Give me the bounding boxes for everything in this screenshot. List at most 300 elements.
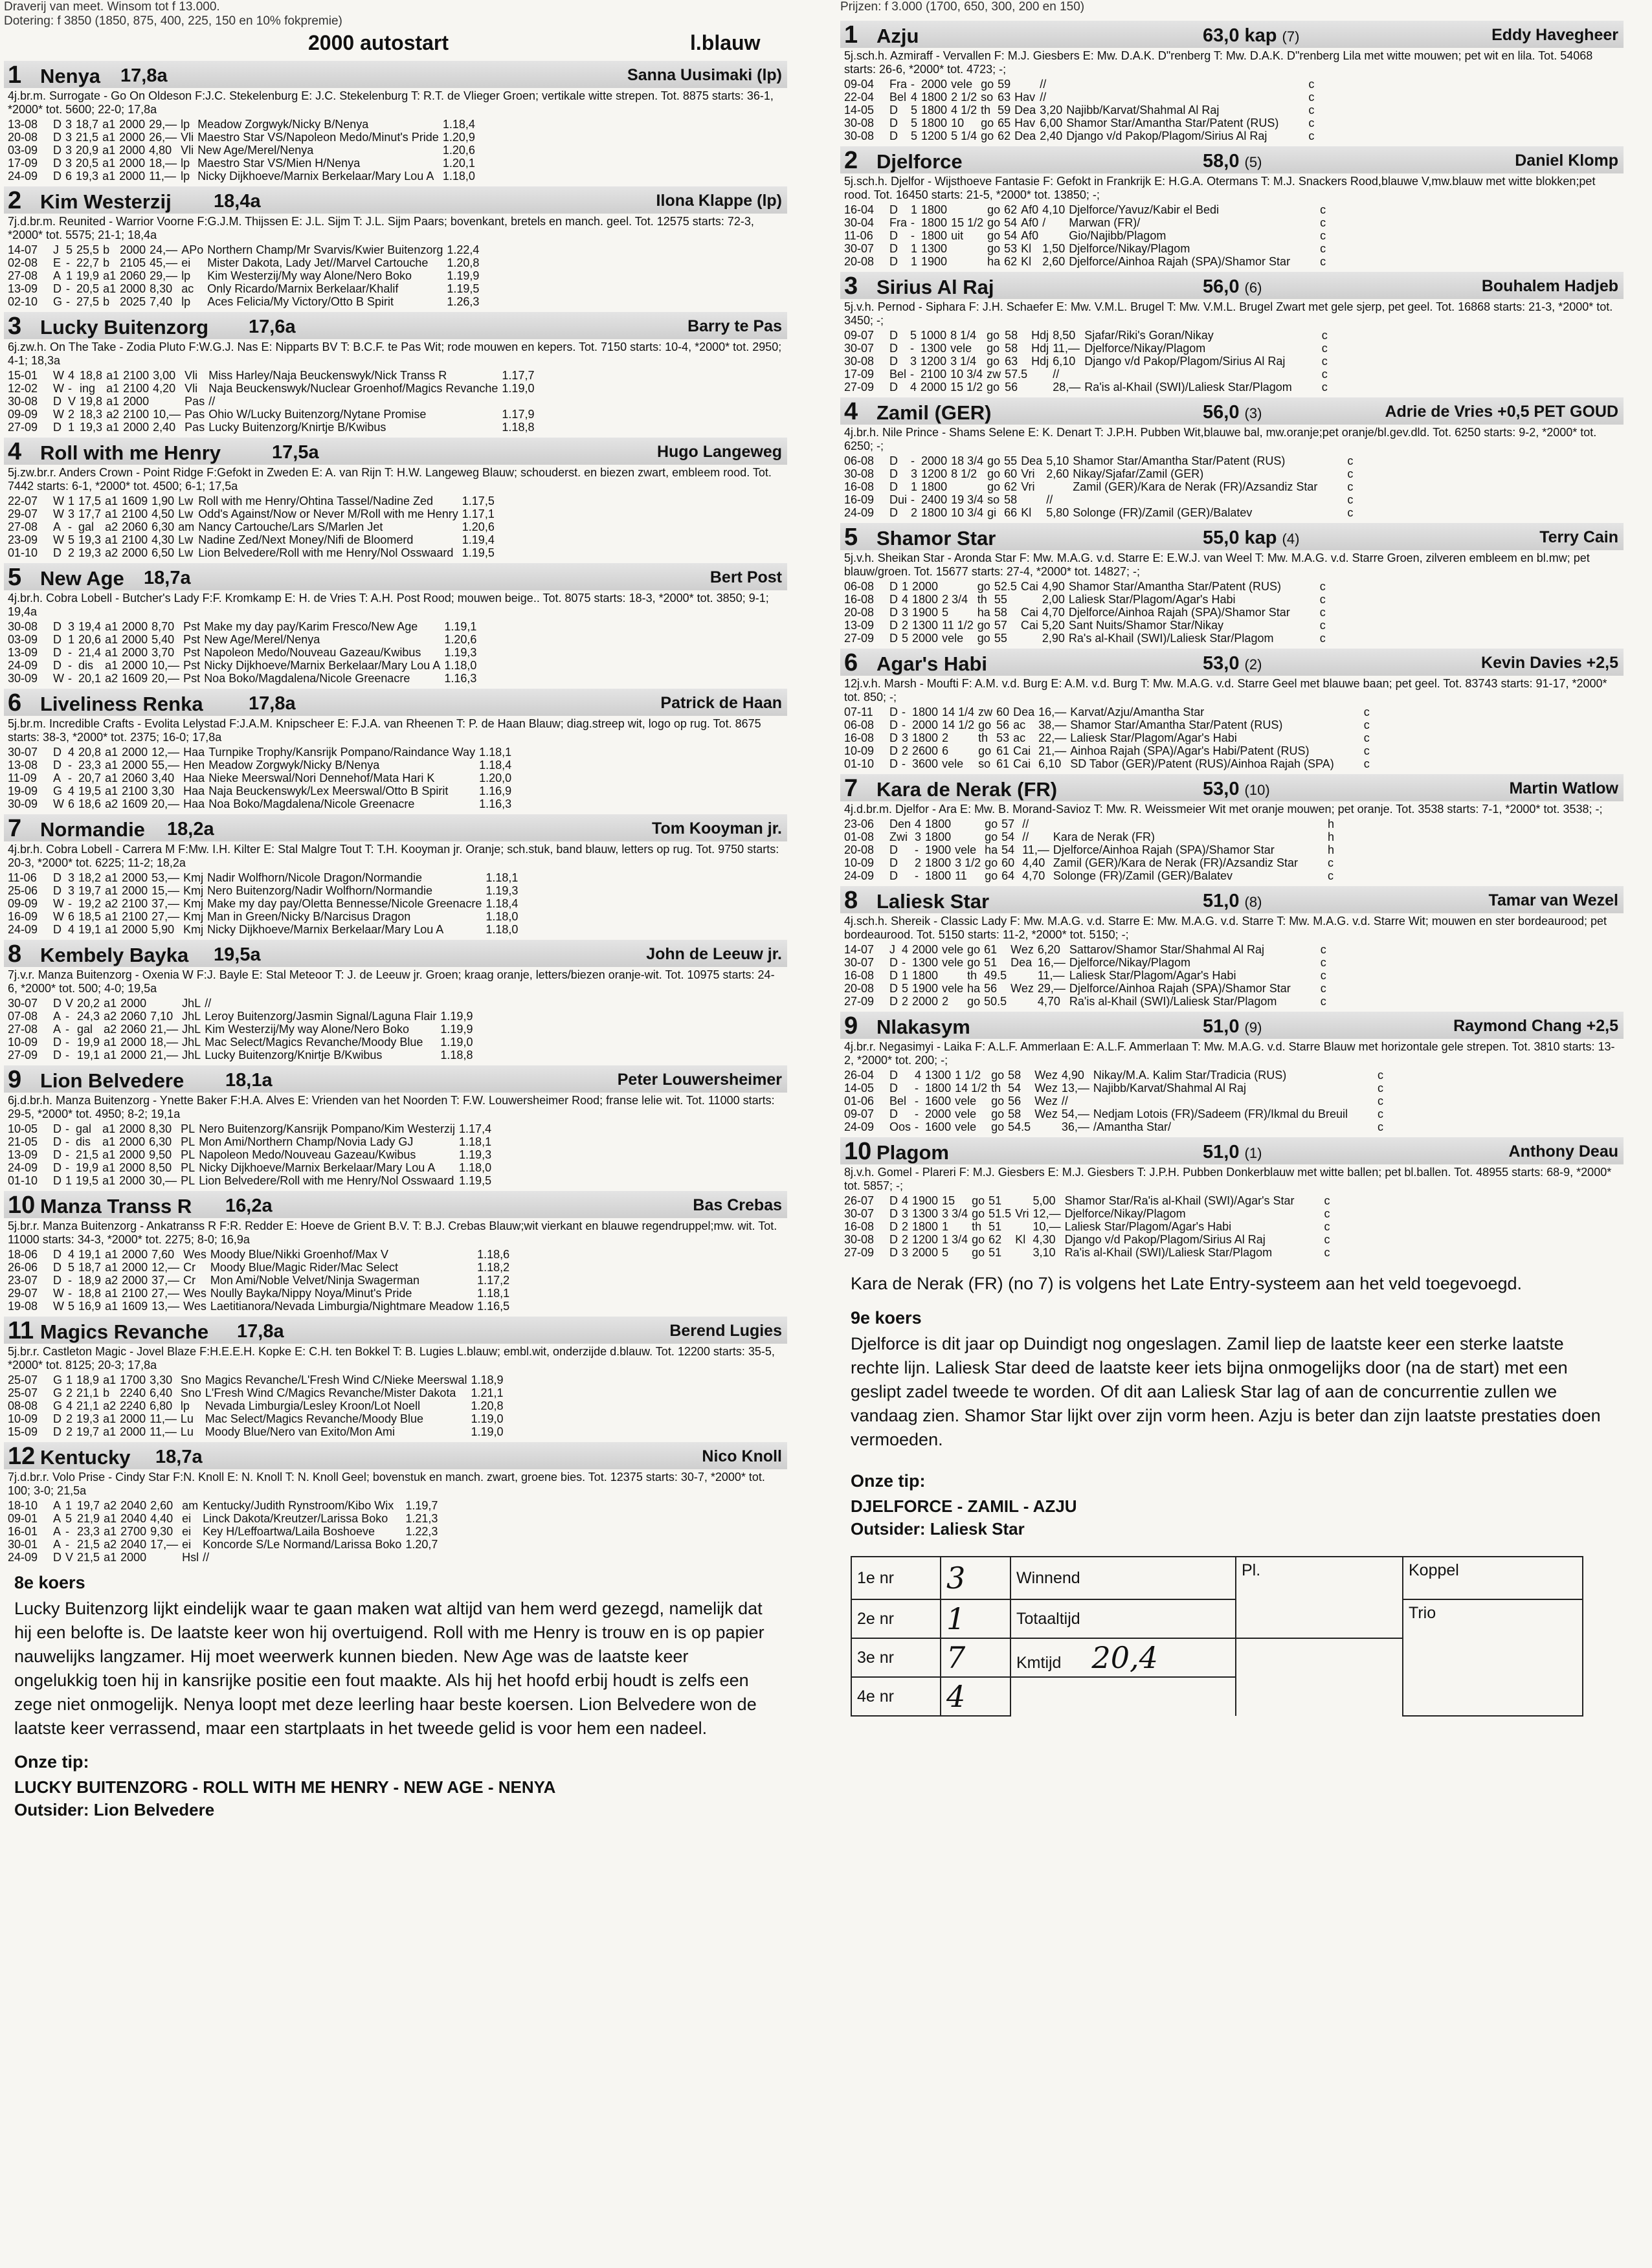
result-cell: 53,— xyxy=(151,871,180,884)
bet-entry-4[interactable] xyxy=(941,1677,1010,1716)
result-cell: a1 xyxy=(105,659,118,672)
horse-name: Zamil (GER) xyxy=(876,401,992,424)
result-cell: a1 xyxy=(106,395,120,408)
result-cell: 54,— xyxy=(1061,1107,1089,1120)
result-row xyxy=(8,1551,471,1564)
result-cell: lp xyxy=(181,157,190,170)
result-cell: 3,30 xyxy=(150,1373,173,1386)
result-cell: c xyxy=(1347,493,1354,506)
result-cell: - xyxy=(65,1010,69,1023)
result-cell: 4 xyxy=(902,943,909,956)
result-cell: 5 1/4 xyxy=(951,129,977,142)
result-row xyxy=(8,1373,537,1386)
result-cell: 1 xyxy=(66,1373,73,1386)
result-cell: lp xyxy=(181,170,190,183)
result-cell: Djelforce/Ainhoa Rajah (SPA)/Shamor Star xyxy=(1069,982,1291,995)
result-cell: Moody Blue/Magic Rider/Mac Select xyxy=(210,1261,398,1274)
result-cell: D xyxy=(889,982,898,995)
result-cell: 63 xyxy=(998,91,1011,104)
horse-weight xyxy=(1203,891,1262,912)
horse-weight xyxy=(1203,1142,1262,1163)
result-cell: 30-07 xyxy=(844,956,875,969)
result-cell: 26,— xyxy=(149,131,177,144)
result-cell: gal xyxy=(78,520,95,533)
result-cell: Djelforce/Ainhoa Rajah (SPA)/Shamor Star xyxy=(1069,255,1291,268)
result-cell: J xyxy=(889,943,895,956)
result-cell: c xyxy=(1378,1107,1384,1120)
result-cell: Pst xyxy=(183,646,201,659)
result-cell: go xyxy=(987,355,1000,368)
result-cell: Nikay/Sjafar/Zamil (GER) xyxy=(1073,467,1204,480)
result-cell: 2 xyxy=(902,619,909,632)
result-cell: 3,40 xyxy=(151,772,175,784)
result-cell: b xyxy=(103,1386,110,1399)
handwritten-3: 7 xyxy=(946,1640,966,1675)
tip-outsider: Outsider: Laliesk Star xyxy=(851,1519,1025,1539)
result-cell: 2000 xyxy=(122,633,148,646)
result-cell: 1 xyxy=(68,495,75,507)
horse-header xyxy=(840,146,1624,173)
result-row xyxy=(8,118,509,131)
result-cell: 1609 xyxy=(122,495,148,507)
result-cell: 10-09 xyxy=(8,1412,38,1425)
result-cell: a2 xyxy=(105,897,118,910)
result-cell: / xyxy=(1042,216,1046,229)
result-cell: 1.16,3 xyxy=(479,797,512,810)
result-cell: PL xyxy=(181,1161,195,1174)
result-cell: h xyxy=(1327,817,1334,830)
horse-number: 6 xyxy=(8,689,22,717)
result-cell: 30-04 xyxy=(844,216,875,229)
horse-description: 5j.br.m. Incredible Crafts - Evolita Lelystad F:J.A.M. Knipscheer E: F.J.A. van Rheenen T: P. de Haan Blauw; diag.streep wit, logo op rug. Tot. 8675 starts: 38-3, *2000* tot. 2375; 16-0; 17,8a xyxy=(8,717,761,744)
horse-weight xyxy=(1203,276,1262,298)
result-cell: 21-05 xyxy=(8,1135,38,1148)
result-cell: 27-08 xyxy=(8,520,38,533)
result-cell: D xyxy=(53,633,61,646)
result-cell: 58 xyxy=(1004,493,1018,506)
weight-value: 18,7a xyxy=(144,568,191,588)
horse-header xyxy=(840,21,1624,48)
result-cell: - xyxy=(66,282,71,295)
result-cell: // xyxy=(1022,817,1029,830)
result-cell: 21,5 xyxy=(76,131,99,144)
result-cell: D xyxy=(53,157,61,170)
horse-name: Azju xyxy=(876,25,919,47)
result-cell: 13-09 xyxy=(8,1148,38,1161)
race-conditions: Draverij van meet. Winsom tot f 13.000. xyxy=(4,0,220,14)
result-cell: a1 xyxy=(105,507,118,520)
result-cell: 62 xyxy=(988,1233,1002,1246)
horse-driver: Bert Post xyxy=(709,568,782,586)
result-row xyxy=(8,157,509,170)
result-cell: W xyxy=(53,672,64,685)
result-cell: 1.19,3 xyxy=(444,646,477,659)
result-cell xyxy=(515,746,545,759)
result-cell: 55 xyxy=(994,632,1007,645)
result-cell: A xyxy=(53,1512,61,1525)
result-row xyxy=(844,956,1330,969)
result-cell: 18,— xyxy=(150,1036,179,1049)
result-cell: 14 1/2 xyxy=(942,718,975,731)
result-cell: th xyxy=(978,731,988,744)
result-row xyxy=(844,229,1330,242)
result-cell: W xyxy=(53,797,64,810)
horse-entry xyxy=(840,649,1624,770)
result-cell: JhL xyxy=(182,1023,201,1036)
result-cell: // xyxy=(1022,830,1029,843)
result-cell: Napoleon Medo/Nouveau Gazeau/Kwibus xyxy=(204,646,421,659)
result-cell: D xyxy=(53,620,61,633)
result-cell: c xyxy=(1319,593,1326,606)
result-cell: Kl xyxy=(1015,1233,1026,1246)
result-cell: 3,30 xyxy=(151,784,175,797)
result-cell: 51 xyxy=(988,1246,1002,1259)
result-cell: a1 xyxy=(104,1036,117,1049)
bet-kmtijd-cell[interactable] xyxy=(1010,1638,1236,1677)
result-cell: Djelforce/Nikay/Plagom xyxy=(1064,1207,1186,1220)
result-cell: 13-09 xyxy=(8,282,38,295)
result-cell: Pst xyxy=(183,659,201,672)
bet-trio[interactable]: Trio xyxy=(1403,1599,1583,1716)
result-row xyxy=(8,759,545,772)
result-cell: 11,— xyxy=(150,1425,177,1438)
result-cell: 1600 xyxy=(925,1095,952,1107)
result-cell: D xyxy=(889,1194,898,1207)
result-cell: D xyxy=(889,632,898,645)
result-row xyxy=(8,923,552,936)
result-cell: 24-09 xyxy=(844,1120,875,1133)
result-cell: 18,7 xyxy=(76,118,99,131)
result-cell: 29-07 xyxy=(8,507,38,520)
result-cell xyxy=(480,646,510,659)
result-cell: New Age/Merel/Nenya xyxy=(197,144,314,157)
bet-label-1: 1e nr xyxy=(851,1557,941,1599)
result-cell: 2000 xyxy=(122,871,148,884)
result-cell: 3 xyxy=(902,1246,909,1259)
result-cell: 19,3 xyxy=(76,170,99,183)
result-cell: 1.20,7 xyxy=(405,1538,438,1551)
result-row xyxy=(844,995,1330,1008)
result-cell: // xyxy=(1040,91,1047,104)
result-cell: 1.18,4 xyxy=(442,118,475,131)
result-cell: 6,30 xyxy=(149,1135,172,1148)
bet-entry-2[interactable] xyxy=(941,1599,1010,1638)
result-cell: 4,40 xyxy=(150,1512,173,1525)
horse-header xyxy=(4,1442,787,1469)
result-cell: a1 xyxy=(106,382,120,395)
result-cell: 5 xyxy=(66,243,73,256)
result-cell: 11-06 xyxy=(8,871,37,884)
result-row xyxy=(844,216,1330,229)
result-cell: - xyxy=(65,1525,69,1538)
result-cell xyxy=(150,1551,182,1564)
result-cell: 19,7 xyxy=(76,1425,100,1438)
result-cell: 1.18,4 xyxy=(486,897,519,910)
result-cell: - xyxy=(902,706,906,718)
bet-empty xyxy=(1236,1638,1403,1716)
result-cell: 1800 xyxy=(925,1082,952,1095)
result-cell: 7,10 xyxy=(150,1010,173,1023)
result-cell xyxy=(513,1248,543,1261)
result-cell: dis xyxy=(76,1135,91,1148)
result-cell: c xyxy=(1363,731,1370,744)
bet-label-4: 4e nr xyxy=(851,1677,941,1716)
bet-entry-1[interactable] xyxy=(941,1557,1010,1599)
result-cell: 8,50 xyxy=(1053,329,1076,342)
result-cell: a1 xyxy=(105,1248,118,1261)
result-cell: - xyxy=(68,772,72,784)
result-cell: c xyxy=(1320,982,1326,995)
bet-pl[interactable]: Pl. xyxy=(1236,1557,1403,1638)
horse-driver: Nico Knoll xyxy=(702,1447,782,1465)
result-cell: 6,00 xyxy=(1040,117,1063,129)
result-row xyxy=(8,1499,471,1512)
result-cell: 2000 xyxy=(120,1412,146,1425)
result-row xyxy=(844,969,1330,982)
result-cell: D xyxy=(889,619,898,632)
result-cell xyxy=(498,533,528,546)
horse-driver: Daniel Klomp xyxy=(1515,151,1618,170)
result-cell: 6,10 xyxy=(1053,355,1076,368)
result-cell: 3 xyxy=(68,871,75,884)
result-cell: 30-08 xyxy=(8,620,38,633)
result-row xyxy=(844,830,1338,843)
result-cell: D xyxy=(889,467,898,480)
result-cell: Make my day pay/Karim Fresco/New Age xyxy=(204,620,418,633)
result-cell: 14-07 xyxy=(844,943,875,956)
result-cell: 2000 xyxy=(122,1274,148,1287)
result-cell: go xyxy=(987,454,1001,467)
result-row xyxy=(844,329,1332,342)
result-cell xyxy=(522,910,552,923)
result-cell: Laliesk Star/Plagom/Agar's Habi xyxy=(1068,593,1236,606)
result-cell: 1.16,5 xyxy=(477,1300,510,1313)
weight-value: 55,0 kap xyxy=(1203,528,1277,548)
result-cell: D xyxy=(53,118,61,131)
result-cell: 1.19,0 xyxy=(471,1425,504,1438)
result-cell: 6,30 xyxy=(151,520,175,533)
weight-value: 18,1a xyxy=(225,1070,273,1091)
result-cell: 15 1/2 xyxy=(950,381,983,394)
bet-entry-3[interactable] xyxy=(941,1638,1010,1677)
result-row xyxy=(8,369,568,382)
results-table xyxy=(844,580,1330,645)
result-cell: c xyxy=(1319,580,1326,593)
horse-number: 4 xyxy=(844,398,858,425)
result-row xyxy=(844,506,1357,519)
result-cell: 1.19,9 xyxy=(440,1010,473,1023)
bet-koppel[interactable]: Koppel xyxy=(1403,1557,1583,1599)
result-cell: 1.22,4 xyxy=(447,243,480,256)
horse-header xyxy=(840,649,1624,676)
analysis-heading: 8e koers xyxy=(14,1573,85,1592)
result-cell: Lw xyxy=(178,507,194,520)
horse-number: 10 xyxy=(8,1192,36,1219)
result-cell: 1 xyxy=(911,255,918,268)
result-cell: W xyxy=(53,382,64,395)
result-cell: 30,— xyxy=(149,1174,177,1187)
result-cell: 24-09 xyxy=(844,506,875,519)
result-cell: 6 xyxy=(942,744,949,757)
result-cell: 8 1/2 xyxy=(951,467,977,480)
result-cell: go xyxy=(985,856,998,869)
result-cell: D xyxy=(889,580,898,593)
result-cell: 36,— xyxy=(1061,1120,1089,1133)
result-cell: D xyxy=(53,1161,61,1174)
results-table xyxy=(844,706,1374,770)
result-cell: 4 xyxy=(68,923,75,936)
result-cell: 2,40 xyxy=(1040,129,1063,142)
result-cell: 9,30 xyxy=(150,1525,173,1538)
result-cell: 27,— xyxy=(151,1287,180,1300)
result-cell: Magics Revanche/L'Fresh Wind C/Nieke Meerswal xyxy=(205,1373,467,1386)
result-cell: 2060 xyxy=(120,1010,147,1023)
result-cell: 2000 xyxy=(925,1107,952,1120)
result-cell: Kmj xyxy=(183,923,204,936)
result-cell: 2 xyxy=(942,731,949,744)
result-cell: 18,9 xyxy=(78,1274,102,1287)
result-cell: Shamor Star/Ra'is al-Khail (SWI)/Agar's Star xyxy=(1064,1194,1295,1207)
result-cell: Mac Select/Magics Revanche/Moody Blue xyxy=(205,1412,424,1425)
result-cell: 19,9 xyxy=(77,1036,100,1049)
result-cell: c xyxy=(1378,1120,1384,1133)
result-cell: 18,— xyxy=(149,157,177,170)
result-cell xyxy=(476,1023,506,1036)
result-cell xyxy=(538,382,568,395)
result-cell xyxy=(1042,229,1069,242)
result-cell: V xyxy=(68,395,76,408)
result-cell: c xyxy=(1347,506,1354,519)
result-cell: 5 xyxy=(942,1246,949,1259)
result-cell: 1900 xyxy=(912,606,939,619)
result-cell: 19 3/4 xyxy=(951,493,984,506)
result-cell: 25-06 xyxy=(8,884,38,897)
result-cell: 21,— xyxy=(150,1023,179,1036)
result-cell: 1800 xyxy=(925,830,952,843)
result-cell: Roll with me Henry/Ohtina Tassel/Nadine Zed xyxy=(198,495,434,507)
result-cell: 6,10 xyxy=(1038,757,1062,770)
result-cell: 2000 xyxy=(122,659,148,672)
result-cell: 2000 xyxy=(122,646,148,659)
result-cell: A xyxy=(53,772,61,784)
weight-value: 18,4a xyxy=(214,191,261,212)
result-cell: W xyxy=(53,897,64,910)
result-row xyxy=(844,982,1330,995)
result-cell: 1.19,1 xyxy=(444,620,477,633)
result-cell: - xyxy=(915,1120,919,1133)
horse-header xyxy=(4,1317,787,1344)
result-cell: 37,— xyxy=(151,897,180,910)
result-cell: 2000 xyxy=(122,746,148,759)
result-cell xyxy=(495,1174,525,1187)
results-table xyxy=(844,78,1318,142)
result-cell: Nadir Wolfhorn/Nicole Dragon/Normandie xyxy=(207,871,422,884)
weight-value: 58,0 xyxy=(1203,151,1240,172)
weight-value: 53,0 xyxy=(1203,653,1240,674)
result-row xyxy=(844,619,1330,632)
result-cell: Nevada Limburgia/Lesley Kroon/Lot Noell xyxy=(205,1399,421,1412)
result-cell: 58 xyxy=(1005,329,1018,342)
horse-entry xyxy=(840,1012,1624,1133)
result-cell: 1 xyxy=(911,480,918,493)
result-cell: D xyxy=(889,342,898,355)
horse-description: 4j.br.m. Surrogate - Go On Oldeson F:J.C. Stekelenburg E: J.C. Stekelenburg T: R.T. de Vlieger Groen; vertikale witte strepen. Tot. 8875 starts: 36-1, *2000* tot. 5600; 22-0; 17,8a xyxy=(8,89,774,116)
result-cell: 5 xyxy=(902,632,909,645)
result-cell: go xyxy=(981,129,994,142)
result-row xyxy=(8,495,528,507)
result-cell: a1 xyxy=(105,533,118,546)
result-cell: 1.16,3 xyxy=(444,672,477,685)
result-cell xyxy=(1034,1120,1062,1133)
result-cell: 5 xyxy=(65,1512,73,1525)
result-cell: 1,50 xyxy=(1042,242,1066,255)
result-cell: Meadow Zorgwyk/Nicky B/Nenya xyxy=(208,759,380,772)
result-cell: zw xyxy=(987,368,1001,381)
result-cell: zw xyxy=(978,706,993,718)
result-cell: 19,5 xyxy=(76,1174,99,1187)
result-row xyxy=(844,856,1338,869)
result-cell: 1.20,8 xyxy=(447,256,480,269)
result-cell: - xyxy=(65,1161,69,1174)
result-cell: D xyxy=(53,1049,61,1062)
result-cell: 6 xyxy=(68,797,75,810)
result-cell: 15-01 xyxy=(8,369,38,382)
result-cell: 5 xyxy=(911,117,918,129)
result-cell xyxy=(479,118,509,131)
horse-description: 7j.d.br.m. Reunited - Warrior Voorne F:G.J.M. Thijssen E: J.L. Sijm T: J.L. Sijm Paars; bovenkant, bretels en manch. geel. Tot. 12575 starts: 72-3, *2000* tot. 5575; 21-1; 18,4a xyxy=(8,215,754,241)
horse-header xyxy=(840,886,1624,913)
result-cell: vele xyxy=(955,843,977,856)
result-row xyxy=(844,1220,1334,1233)
result-cell: 60 xyxy=(1001,856,1015,869)
horse-weight xyxy=(272,442,319,463)
horse-name: Liveliness Renka xyxy=(40,693,203,715)
horse-driver: Terry Cain xyxy=(1539,528,1618,546)
result-cell: Cai xyxy=(1013,744,1031,757)
result-row xyxy=(8,546,528,559)
result-cell: 66 xyxy=(1004,506,1018,519)
result-cell: 14-05 xyxy=(844,1082,875,1095)
result-cell: 2000 xyxy=(912,943,939,956)
result-cell: Lw xyxy=(178,495,194,507)
result-row xyxy=(844,593,1330,606)
result-cell: 30-09 xyxy=(8,797,38,810)
result-cell: Naja Beuckenswyk/Lex Meerswal/Otto B Spirit xyxy=(208,784,449,797)
race-title-bar xyxy=(4,28,787,57)
result-cell: 19,9 xyxy=(76,269,100,282)
result-cell: D xyxy=(53,646,61,659)
result-cell: 7,60 xyxy=(151,1248,175,1261)
result-cell: 30-08 xyxy=(844,1233,875,1246)
horse-driver: Patrick de Haan xyxy=(660,694,782,712)
result-cell: c xyxy=(1324,1220,1330,1233)
result-cell: D xyxy=(889,203,898,216)
result-cell: Man in Green/Nicky B/Narcisus Dragon xyxy=(207,910,411,923)
result-cell: 1.20,9 xyxy=(442,131,475,144)
result-cell: a1 xyxy=(103,269,117,282)
result-cell: 1,90 xyxy=(151,495,175,507)
result-cell: D xyxy=(889,355,898,368)
result-cell: Ra'is al-Khail (SWI)/Laliesk Star/Plagom xyxy=(1084,381,1292,394)
result-cell: Lu xyxy=(180,1412,194,1425)
result-row xyxy=(8,256,513,269)
result-cell: c xyxy=(1324,1233,1330,1246)
result-cell: 18,7 xyxy=(78,1261,102,1274)
result-cell: Wes xyxy=(183,1287,206,1300)
result-cell: - xyxy=(68,382,72,395)
result-cell: go xyxy=(987,329,1000,342)
result-cell: 10,— xyxy=(1032,1220,1061,1233)
